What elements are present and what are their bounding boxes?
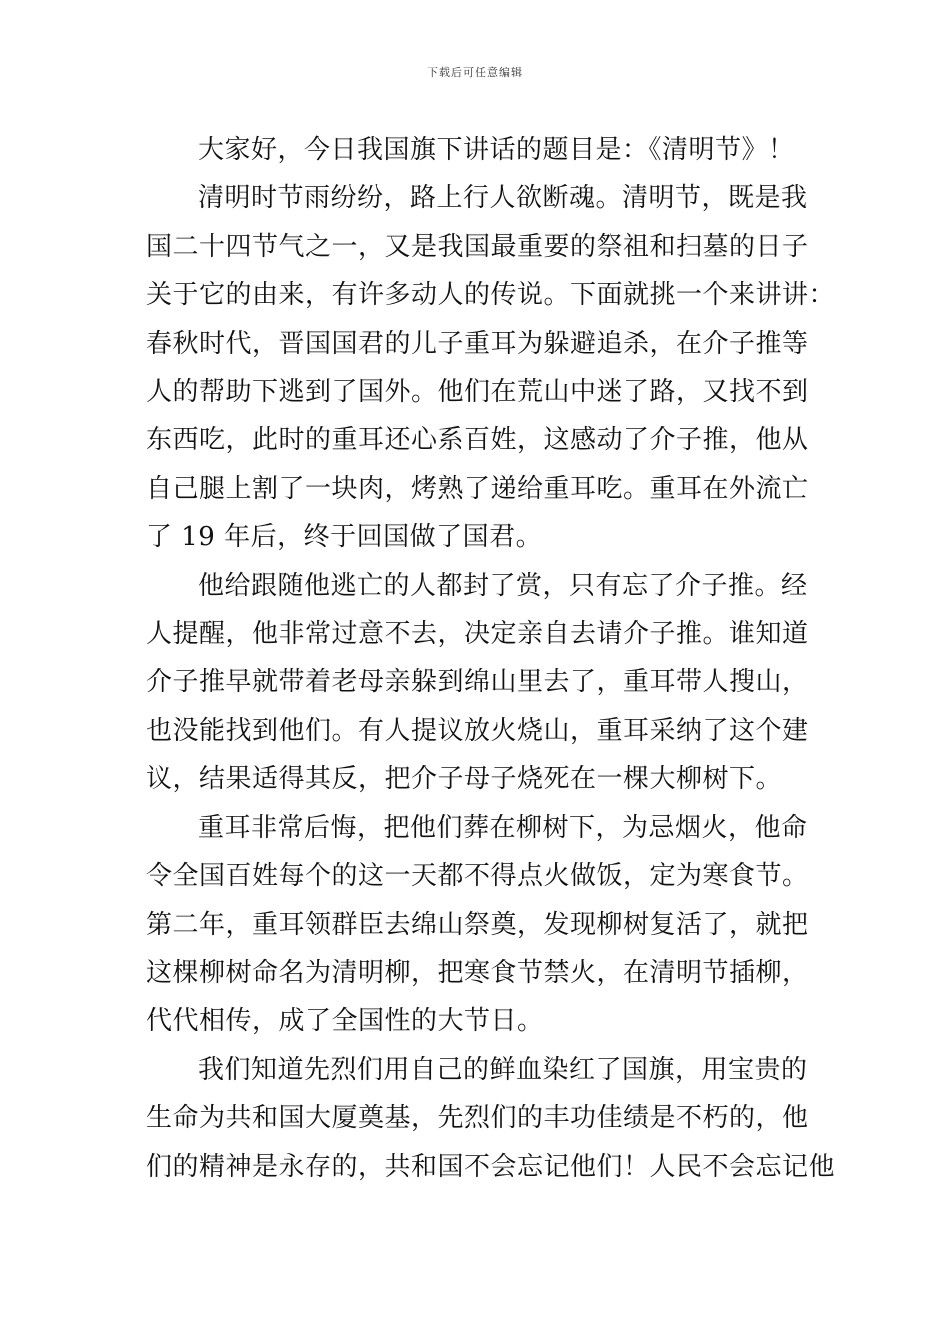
text-line: 了 19 年后，终于回国做了国君。 — [146, 522, 543, 553]
text-line: 议，结果适得其反，把介子母子烧死在一棵大柳树下。 — [146, 764, 783, 795]
text-line: 关于它的由来，有许多动人的传说。下面就挑一个来讲讲： — [146, 280, 836, 311]
paragraph-2 — [146, 174, 836, 561]
text-line: 介子推早就带着老母亲躲到绵山里去了，重耳带人搜山， — [146, 667, 809, 698]
text-line: 东西吃，此时的重耳还心系百姓，这感动了介子推，他从 — [146, 425, 809, 456]
paragraph-1 — [146, 126, 808, 174]
text-line: 大家好，今日我国旗下讲话的题目是：《清明节》！ — [198, 135, 795, 165]
paragraph-4 — [146, 804, 808, 1046]
text-line: 春秋时代，晋国国君的儿子重耳为躲避追杀，在介子推等 — [146, 328, 809, 359]
text-line: 也没能找到他们。有人提议放火烧山，重耳采纳了这个建 — [146, 715, 809, 746]
text-line: 他给跟随他逃亡的人都封了赏，只有忘了介子推。经 — [198, 570, 808, 601]
text-line: 清明时节雨纷纷，路上行人欲断魂。清明节，既是我 — [198, 183, 808, 214]
text-line: 自己腿上割了一块肉，烤熟了递给重耳吃。重耳在外流亡 — [146, 473, 809, 504]
text-line: 重耳非常后悔，把他们葬在柳树下，为忌烟火，他命 — [198, 812, 808, 843]
text-line: 我们知道先烈们用自己的鲜血染红了国旗，用宝贵的 — [198, 1054, 808, 1085]
text-line: 国二十四节气之一，又是我国最重要的祭祖和扫墓的日子 — [146, 231, 809, 262]
paragraph-3 — [146, 562, 808, 804]
text-line: 们的精神是永存的，共和国不会忘记他们！人民不会忘记他 — [146, 1151, 836, 1182]
text-line: 第二年，重耳领群臣去绵山祭奠，发现柳树复活了，就把 — [146, 909, 809, 940]
text-line: 这棵柳树命名为清明柳，把寒食节禁火，在清明节插柳， — [146, 957, 809, 988]
text-line: 人的帮助下逃到了国外。他们在荒山中迷了路，又找不到 — [146, 377, 809, 408]
text-line: 生命为共和国大厦奠基，先烈们的丰功佳绩是不朽的，他 — [146, 1103, 809, 1134]
text-line: 人提醒，他非常过意不去，决定亲自去请介子推。谁知道 — [146, 619, 809, 650]
text-line: 代代相传，成了全国性的大节日。 — [146, 1006, 544, 1037]
header-note: 下载后可任意编辑 — [427, 66, 523, 79]
paragraph-5 — [146, 1046, 836, 1191]
article-body — [146, 126, 836, 1191]
text-line: 令全国百姓每个的这一天都不得点火做饭，定为寒食节。 — [146, 861, 809, 892]
